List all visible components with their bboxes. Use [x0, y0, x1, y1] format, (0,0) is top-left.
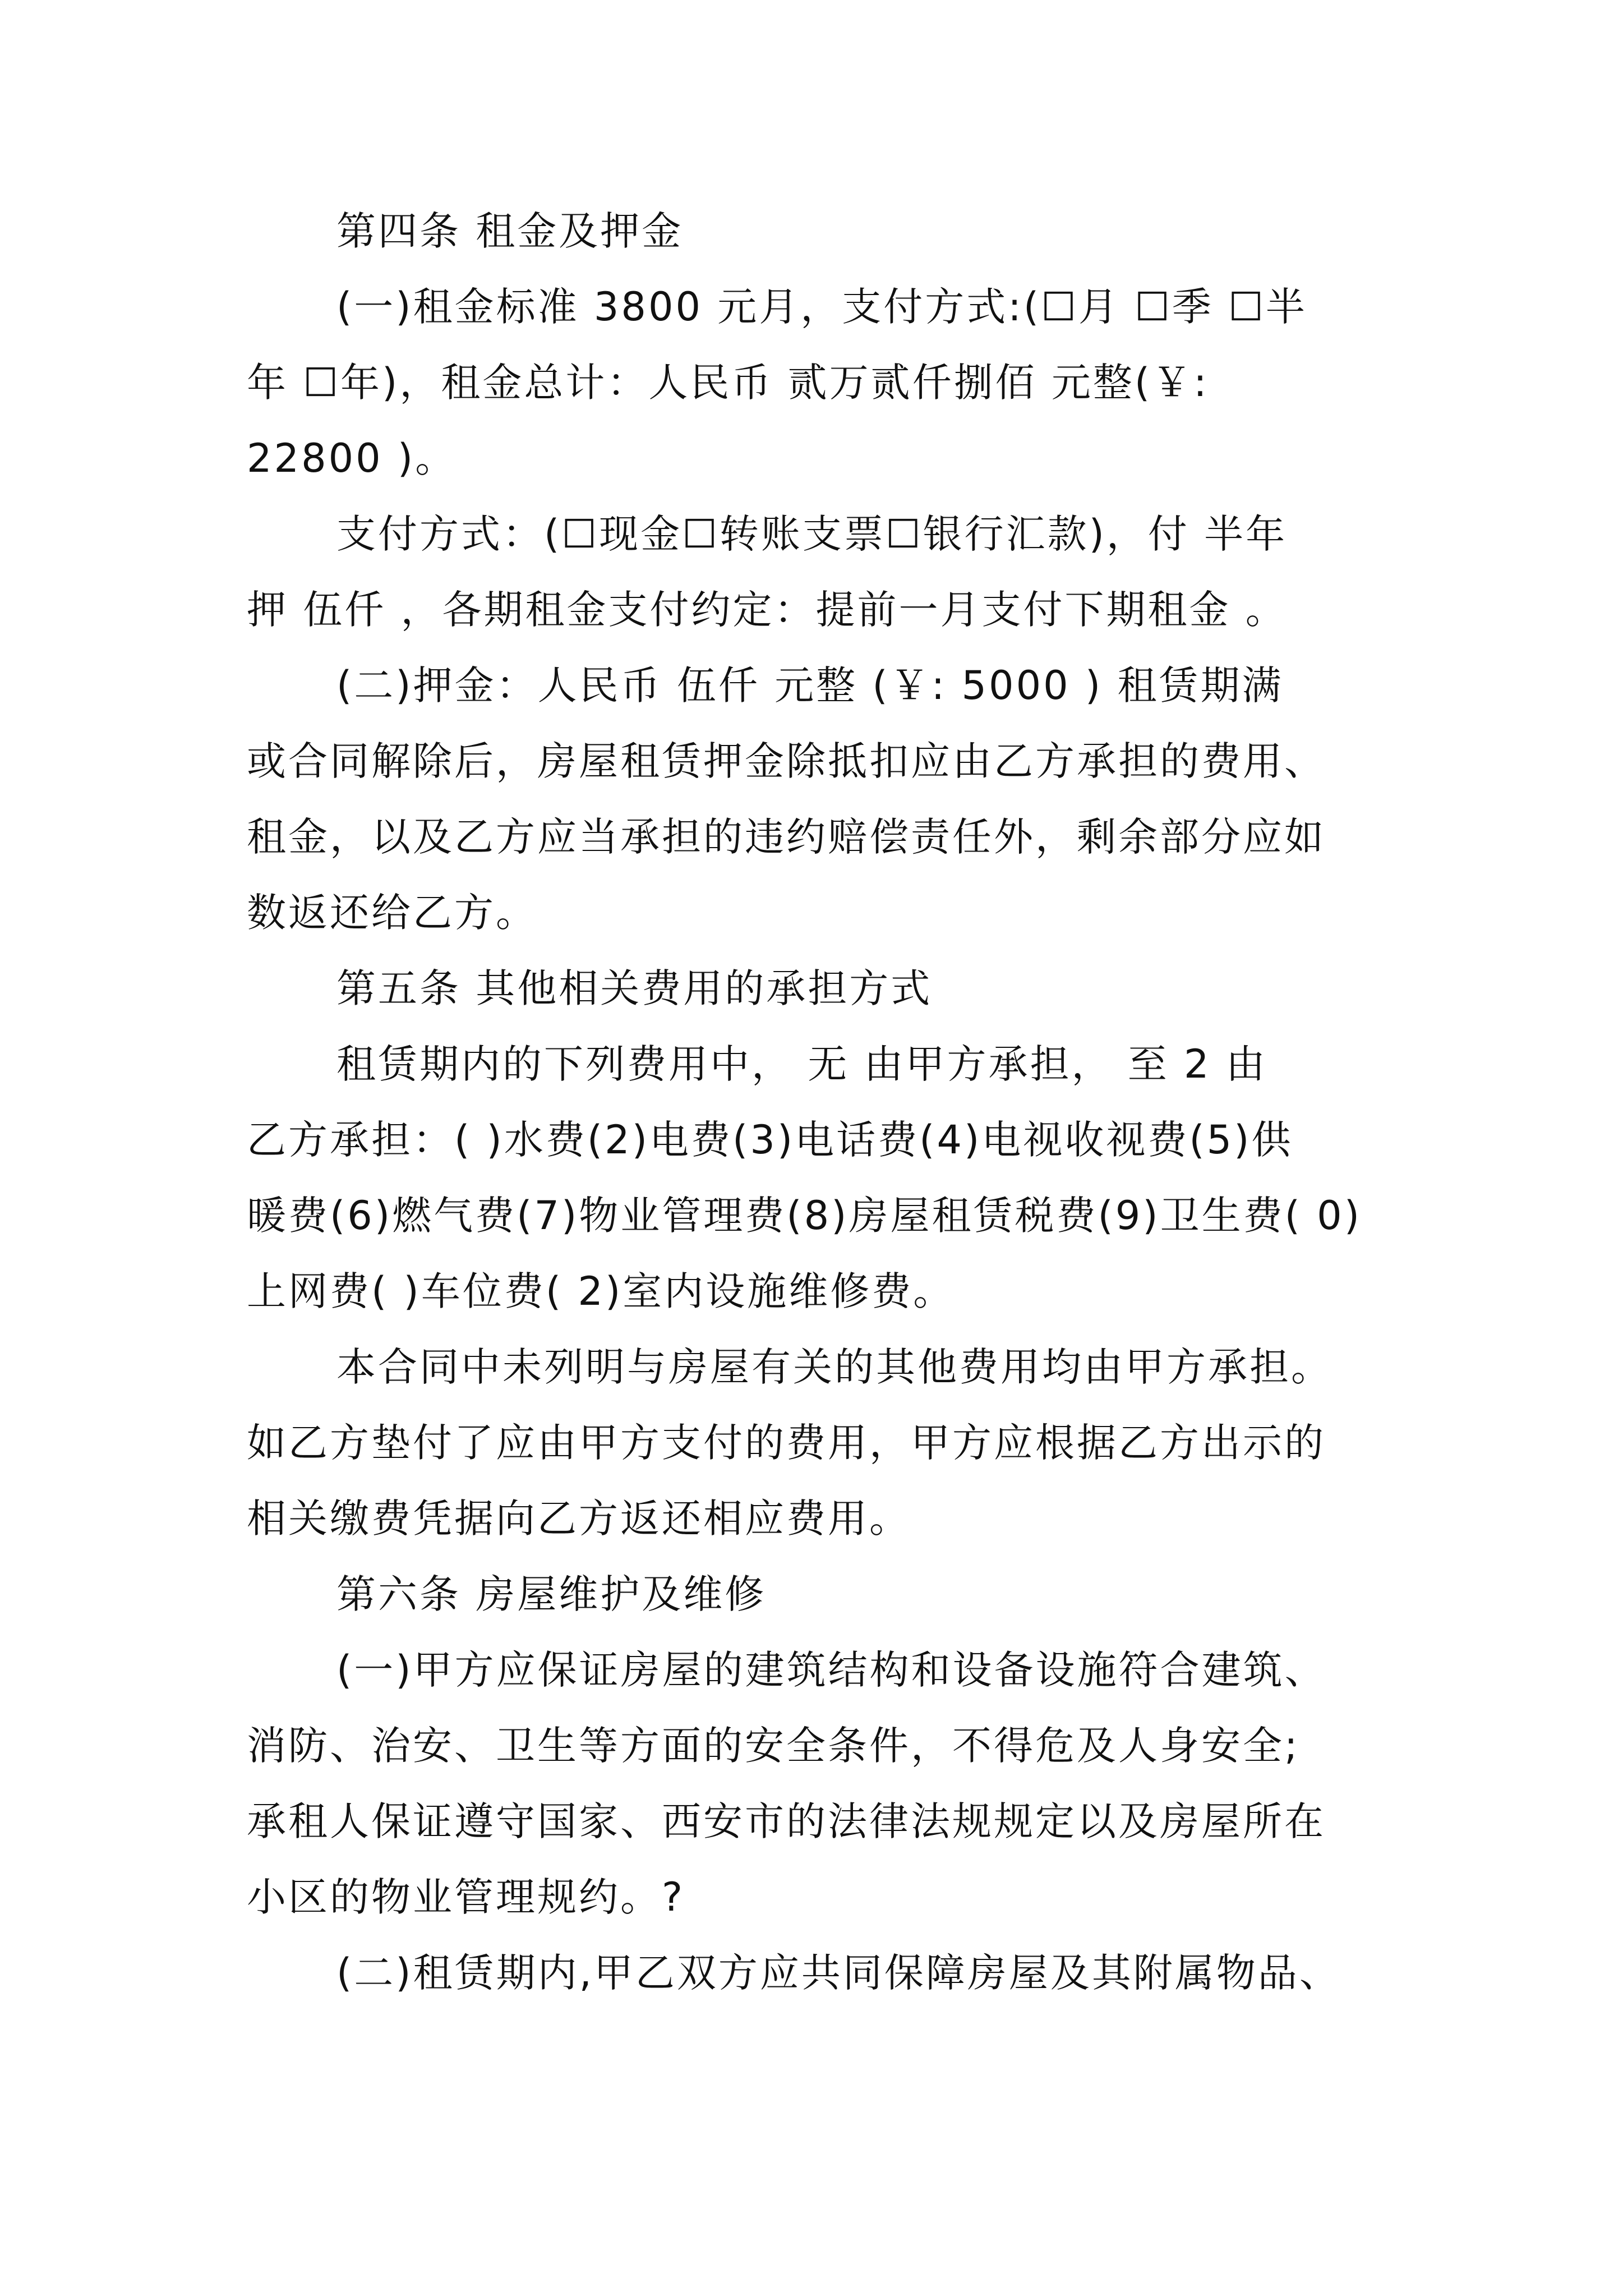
text-line: 承租人保证遵守国家、西安市的法律法规规定以及房屋所在	[247, 1798, 1326, 1844]
text-line: 相关缴费凭据向乙方返还相应费用。	[247, 1496, 911, 1542]
text-line: 本合同中未列明与房屋有关的其他费用均由甲方承担。	[336, 1344, 1332, 1390]
text-line: 第四条 租金及押金	[336, 208, 684, 254]
text-line: 租金，以及乙方应当承担的违约赔偿责任外，剩余部分应如	[247, 814, 1326, 860]
text-line: 年 ☐年)，租金总计：人民币 贰万贰仟捌佰 元整(￥:	[247, 360, 1209, 406]
text-line: 乙方承担：( )水费(2)电费(3)电话费(4)电视收视费(5)供	[247, 1117, 1293, 1163]
text-line: 押 伍仟 ，各期租金支付约定：提前一月支付下期租金 。	[247, 587, 1287, 633]
text-line: (二)租赁期内,甲乙双方应共同保障房屋及其附属物品、	[336, 1950, 1341, 1996]
contract-text	[247, 194, 1424, 2011]
text-line: 暖费(6)燃气费(7)物业管理费(8)房屋租赁税费(9)卫生费( 0)	[247, 1193, 1362, 1239]
text-line: 第六条 房屋维护及维修	[336, 1571, 767, 1617]
text-line: 上网费( )车位费( 2)室内设施维修费。	[247, 1268, 955, 1314]
text-line: 22800 )。	[247, 435, 457, 481]
text-line: 如乙方垫付了应由甲方支付的费用，甲方应根据乙方出示的	[247, 1420, 1326, 1466]
text-line: 小区的物业管理规约。?	[247, 1874, 685, 1920]
text-line: 或合同解除后，房屋租赁押金除抵扣应由乙方承担的费用、	[247, 738, 1326, 784]
text-line: 支付方式：(☐现金☐转账支票☐银行汇款)，付 半年	[336, 511, 1288, 557]
text-line: 消防、治安、卫生等方面的安全条件，不得危及人身安全;	[247, 1723, 1300, 1769]
text-line: 第五条 其他相关费用的承担方式	[336, 965, 933, 1011]
text-line: (一)甲方应保证房屋的建筑结构和设备设施符合建筑、	[336, 1647, 1326, 1693]
text-line: 数返还给乙方。	[247, 890, 537, 936]
text-line: 租赁期内的下列费用中， 无 由甲方承担， 至 2 由	[336, 1041, 1267, 1087]
text-line: (二)押金：人民币 伍仟 元整 (￥: 5000 ) 租赁期满	[336, 662, 1284, 708]
text-line: (一)租金标准 3800 元月，支付方式:(☐月 ☐季 ☐半	[336, 284, 1307, 330]
